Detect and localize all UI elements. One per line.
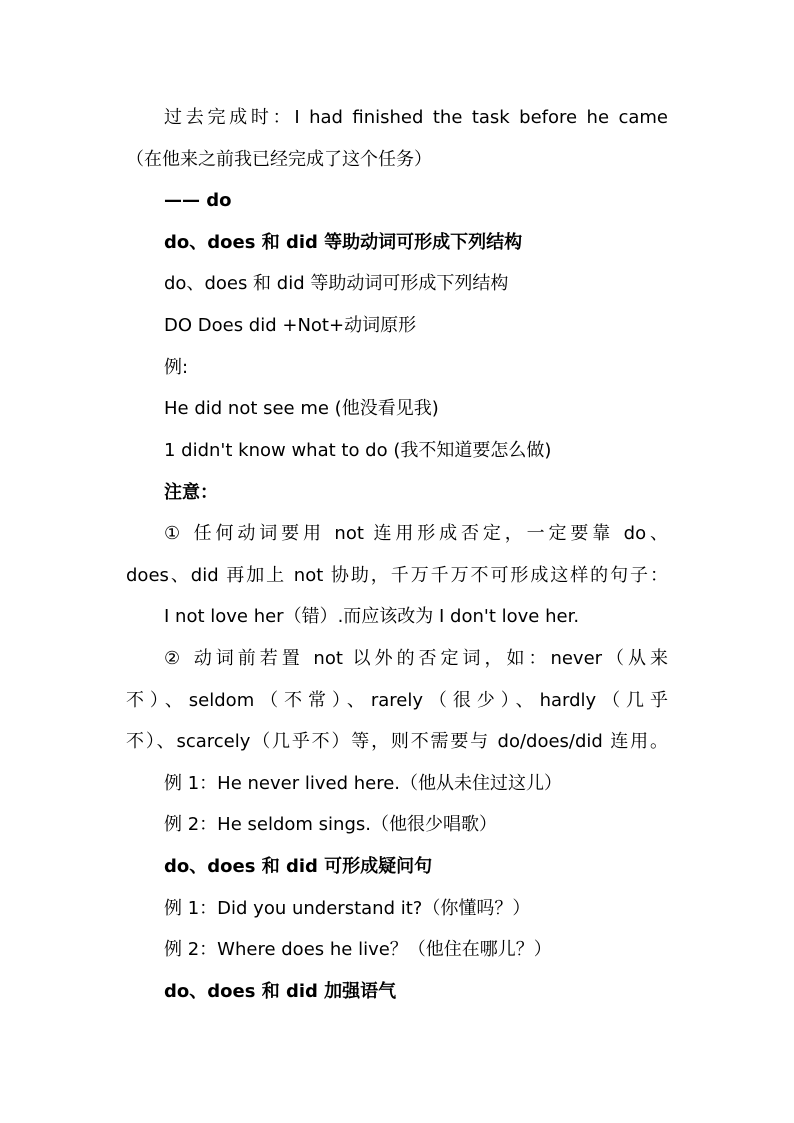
past-perfect-translation: （在他来之前我已经完成了这个任务） xyxy=(126,149,432,170)
subheading-emphasis: do、does 和 did 加强语气 xyxy=(164,981,397,1002)
example-sentence-1: He did not see me (他没看见我) xyxy=(164,398,439,419)
note-heading: 注意： xyxy=(164,482,218,503)
question-example-2: 例 2：Where does he live？（他住在哪儿？） xyxy=(164,939,552,960)
note-2-line-3: 不）、scarcely（几乎不）等，则不需要与 do/does/did 连用。 xyxy=(126,731,668,752)
note-2-line-2: 不）、seldom（不常）、rarely（很少）、hardly（几乎 xyxy=(126,690,668,711)
subheading-structure-bold: do、does 和 did 等助动词可形成下列结构 xyxy=(164,232,523,253)
example-label: 例: xyxy=(164,357,189,378)
note-1-line-2: does、did 再加上 not 协助，千万千万不可形成这样的句子： xyxy=(126,565,668,586)
note-1-line-1: ① 任何动词要用 not 连用形成否定，一定要靠 do、 xyxy=(164,523,668,544)
note-2-example-2: 例 2：He seldom sings.（他很少唱歌） xyxy=(164,814,497,835)
note-2-example-1: 例 1：He never lived here.（他从未住过这儿） xyxy=(164,773,562,794)
structure-formula: DO Does did +Not+动词原形 xyxy=(164,315,417,336)
note-1-example: I not love her（错）.而应该改为 I don't love her. xyxy=(164,606,580,627)
question-example-1: 例 1：Did you understand it?（你懂吗？） xyxy=(164,898,531,919)
subheading-questions: do、does 和 did 可形成疑问句 xyxy=(164,856,433,877)
example-sentence-2: 1 didn't know what to do (我不知道要怎么做) xyxy=(164,440,552,461)
section-heading-do: —— do xyxy=(164,190,232,211)
note-2-line-1: ② 动词前若置 not 以外的否定词，如：never（从来 xyxy=(164,648,668,669)
past-perfect-example: 过去完成时：I had finished the task before he came xyxy=(164,107,668,128)
structure-description: do、does 和 did 等助动词可形成下列结构 xyxy=(164,273,509,294)
